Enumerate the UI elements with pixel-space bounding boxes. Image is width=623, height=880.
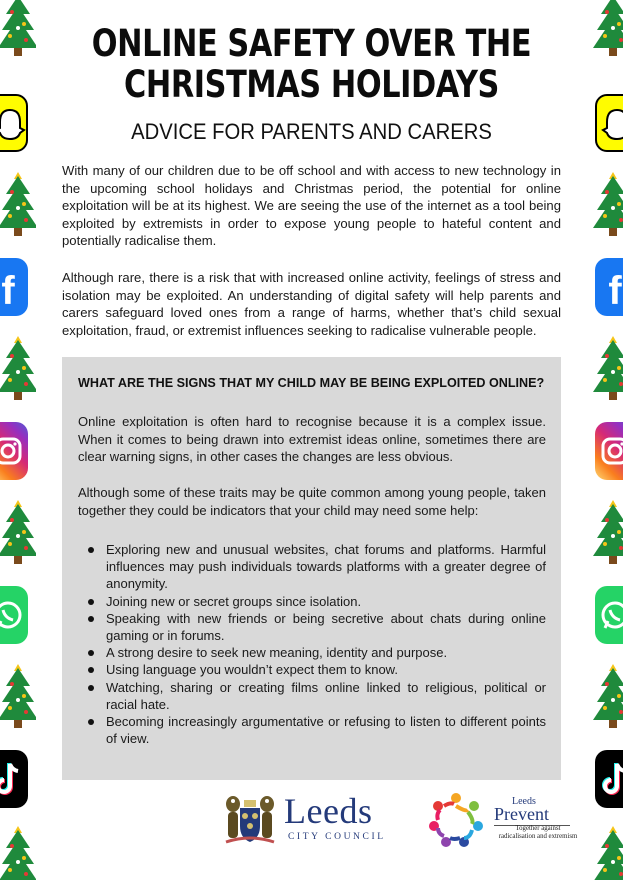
christmas-tree-icon [0,660,32,730]
prevent-tagline: Together against radicalisation and extremism [498,825,578,840]
christmas-tree-icon [591,0,623,58]
leeds-city-council-logo [222,790,407,850]
list-item: Speaking with new friends or being secretive about chats during online gaming or in forums. [78,610,546,644]
christmas-tree-icon [0,168,32,238]
city-council-text: CITY COUNCIL [288,832,386,842]
christmas-tree-icon [0,332,32,402]
christmas-tree-icon [0,496,32,566]
right-decorative-border [587,0,623,880]
intro-paragraph-2: Although rare, there is a risk that with increased online activity, feelings of stress and isolation may be exploited. An understanding of digital safety will help parents and carers safeguard loved ones from a range of harms, whether that’s child sexual exploitation, fraud, or extremist influences seeking to radicalise vulnerable people. [62,270,561,338]
prevent-wordmark: Prevent [494,804,549,824]
instagram-icon [0,416,32,486]
page-subtitle: ADVICE FOR PARENTS AND CARERS [131,119,492,144]
christmas-tree-icon [591,332,623,402]
signs-heading: WHAT ARE THE SIGNS THAT MY CHILD MAY BE BEING EXPLOITED ONLINE? [78,376,545,390]
tiktok-icon [591,744,623,814]
page-title-line-2: CHRISTMAS HOLIDAYS [124,63,499,106]
christmas-tree-icon [0,822,32,880]
people-circle-icon [424,790,488,850]
facebook-icon [591,252,623,322]
svg-text:f: f [608,269,622,313]
coat-of-arms-icon [222,792,278,848]
list-item: Becoming increasingly argumentative or refusing to listen to different points of view. [78,713,546,747]
list-item: Watching, sharing or creating films online linked to religious, political or racial hate. [78,679,546,713]
christmas-tree-icon [591,168,623,238]
tiktok-icon [0,744,32,814]
prevent-leeds-text: Leeds [512,796,536,807]
svg-text:f: f [1,269,15,313]
signs-info-box [62,357,561,780]
christmas-tree-icon [591,822,623,880]
page-title-line-1: ONLINE SAFETY OVER THE [91,22,532,65]
list-item: Using language you wouldn’t expect them to know. [78,661,546,678]
facebook-icon [0,252,32,322]
snapchat-icon [0,88,32,158]
whatsapp-icon [0,580,32,650]
whatsapp-icon [591,580,623,650]
left-decorative-border [0,0,36,880]
intro-paragraph-1: With many of our children due to be off school and with access to new technology in the upcoming school holidays and Christmas period, the potential for online exploitation will be at its highest. We are seeing the use of the internet as a tool being exploited by extremists in order to expose young people to hateful content and potentially radicalise them. [62,163,561,249]
signs-paragraph-1: Online exploitation is often hard to recognise because it is a complex issue. When it comes to being drawn into extremist ideas online, sometimes there are clear warning signs, in other cases the changes are less obvious. [78,414,546,465]
snapchat-icon [591,88,623,158]
list-item: Joining new or secret groups since isolation. [78,593,546,610]
christmas-tree-icon [0,0,32,58]
leeds-prevent-logo [424,790,584,850]
christmas-tree-icon [591,660,623,730]
warning-signs-list [78,541,546,747]
christmas-tree-icon [591,496,623,566]
list-item: Exploring new and unusual websites, chat forums and platforms. Harmful influences may push individuals towards platforms with a greater degree of anonymity. [78,541,546,593]
leeds-wordmark: Leeds [284,791,373,831]
instagram-icon [591,416,623,486]
list-item: A strong desire to seek new meaning, identity and purpose. [78,644,546,661]
signs-paragraph-2: Although some of these traits may be quite common among young people, taken together they could be indicators that your child may need some help: [78,485,546,518]
